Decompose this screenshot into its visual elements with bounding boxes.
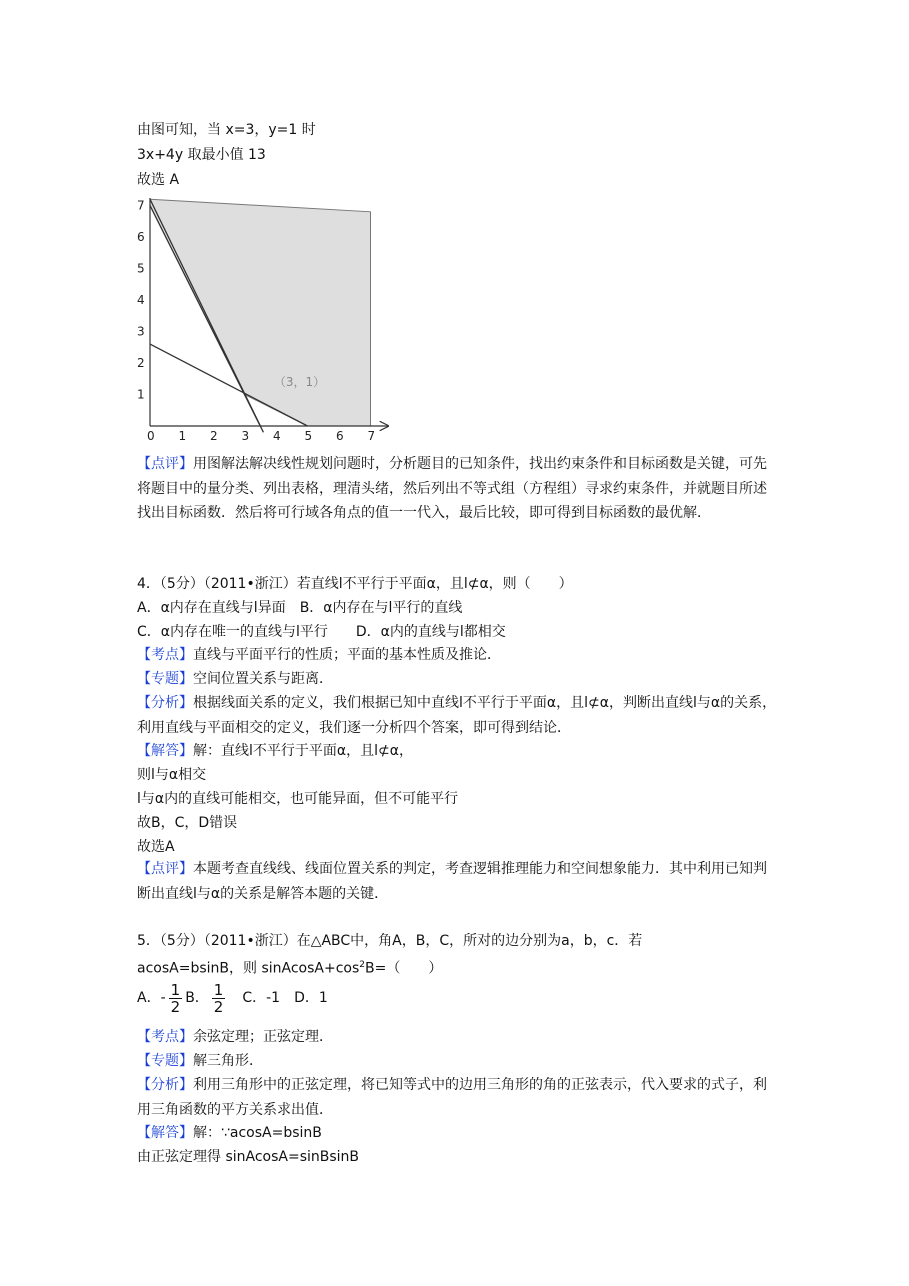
- x-tick-label: 3: [241, 429, 250, 443]
- feasible-region-graph: [130, 190, 395, 445]
- q5-jieda: 【解答】解：∵acosA=bsinB: [137, 1125, 322, 1141]
- q4-step-4: 故选A: [137, 839, 175, 855]
- q5-kaodian: 【考点】余弦定理；正弦定理．: [137, 1029, 333, 1045]
- feasible-region: [150, 199, 371, 426]
- q4-step-1: 则l与α相交: [137, 767, 207, 783]
- review-tag: 【点评】: [137, 456, 193, 472]
- q4-jieda: 【解答】解：直线l不平行于平面α，且l⊄α，: [137, 743, 413, 759]
- q4-fenxi: 【分析】根据线面关系的定义，我们根据已知中直线l不平行于平面α，且l⊄α，判断出直线l与α的关系，利用直线与平面相交的定义，我们逐一分析四个答案，即可得到结论．: [137, 695, 777, 736]
- q5-stem-2: acosA=bsinB，则 $sinAcosA+\cos^2B=$（ ）: [137, 960, 443, 977]
- x-tick-label: 7: [367, 429, 376, 443]
- q4-zhuanti: 【专题】空间位置关系与距离．: [137, 671, 333, 687]
- q4-kaodian: 【考点】直线与平面平行的性质；平面的基本性质及推论．: [137, 647, 501, 663]
- y-tick-label: 1: [137, 387, 145, 402]
- x-tick-label: 2: [210, 429, 218, 443]
- q4-step-3: 故B，C，D错误: [137, 815, 238, 831]
- q4-options-cd: C．α内存在唯一的直线与l平行 D．α内的直线与l都相交: [137, 624, 506, 640]
- solution-text-3: 故选 A: [137, 172, 180, 188]
- y-tick-label: 7: [137, 198, 145, 213]
- fraction-a: $\frac{1}{2}$: [170, 980, 181, 1016]
- solution-text-2: 3x+4y 取最小值 13: [137, 147, 266, 163]
- q5-zhuanti: 【专题】解三角形．: [137, 1053, 263, 1069]
- point-annotation: （3，1）: [273, 374, 326, 389]
- y-tick-label: 5: [137, 261, 145, 276]
- review-paragraph-1: [137, 452, 777, 526]
- solution-text-1: 由图可知，当 x=3，y=1 时: [137, 122, 316, 138]
- q4-options-ab: A．α内存在直线与l异面 B．α内存在与l平行的直线: [137, 600, 463, 616]
- x-tick-label: 1: [178, 429, 187, 443]
- q4-step-2: l与α内的直线可能相交，也可能异面，但不可能平行: [137, 791, 459, 807]
- x-tick-label: 4: [273, 429, 281, 443]
- x-tick-label: 6: [336, 429, 344, 443]
- q4-dianping: 【点评】本题考查直线线、线面位置关系的判定，考查逻辑推理能力和空间想象能力．其中利用已知判断出直线l与α的关系是解答本题的关键．: [137, 861, 767, 902]
- fraction-b: $\frac{1}{2}$: [213, 980, 224, 1016]
- y-tick-label: 2: [137, 356, 145, 370]
- q4-stem: 4．（5分）（2011•浙江）若直线l不平行于平面α，且l⊄α，则（ ）: [137, 576, 573, 592]
- x-tick-label: 0: [147, 429, 155, 443]
- x-tick-label: 5: [304, 429, 313, 443]
- q5-options: A．- $\frac{1}{2}$ B． $\frac{1}{2}$ C．-1 D．1: [137, 980, 328, 1016]
- q5-step-1: 由正弦定理得 sinAcosA=sinBsinB: [137, 1149, 360, 1165]
- y-tick-label: 6: [137, 230, 145, 244]
- y-tick-label: 3: [137, 324, 145, 339]
- y-tick-label: 4: [137, 293, 145, 307]
- q5-fenxi: 【分析】利用三角形中的正弦定理，将已知等式中的边用三角形的角的正弦表示，代入要求的式子，利用三角函数的平方关系求出值．: [137, 1077, 767, 1118]
- q5-stem-1: 5．（5分）（2011•浙江）在△ABC中，角A，B，C，所对的边分别为a，b，c．若: [137, 933, 643, 949]
- review-text: 用图解法解决线性规划问题时，分析题目的已知条件，找出约束条件和目标函数是关键，可先将题目中的量分类、列出表格，理清头绪，然后列出不等式组（方程组）寻求约束条件，并就题目所述找出目标函数．然后将可行域各角点的值一一代入，最后比较，即可得到目标函数的最优解．: [137, 456, 767, 521]
